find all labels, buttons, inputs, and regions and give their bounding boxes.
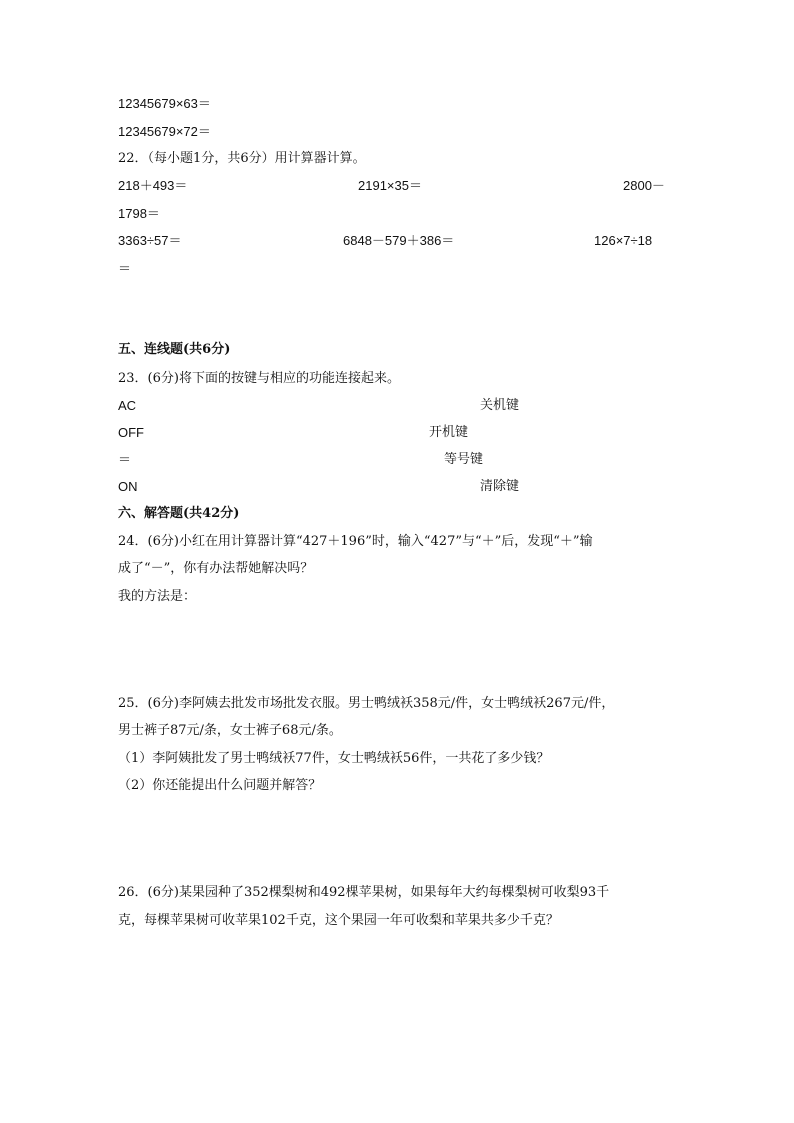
q25-sub-1: （1）李阿姨批发了男士鸭绒袄77件，女士鸭绒袄56件，一共花了多少钱？ [118,751,550,766]
key-on: ON [118,479,138,494]
key-ac: AC [118,398,137,413]
q22-expr-4: 3363÷57＝ [118,233,182,248]
q22-expr-6-wrap: ＝ [118,261,132,276]
function-equals: 等号键 [444,452,484,467]
q23-header: 23．(6分)将下面的按键与相应的功能连接起来。 [118,371,400,386]
q24-line-2: 成了“－”，你有办法帮她解决吗？ [118,561,314,576]
function-power-off: 关机键 [480,398,520,413]
q22-header: 22．（每小题1分，共6分）用计算器计算。 [118,151,366,166]
key-equals: ＝ [118,452,132,467]
q25-sub-2: （2）你还能提出什么问题并解答？ [118,778,322,793]
q25-line-1: 25．(6分)李阿姨去批发市场批发衣服。男士鸭绒袄358元/件，女士鸭绒袄267元/件， [118,696,615,711]
q26-line-2: 克，每棵苹果树可收苹果102千克，这个果园一年可收梨和苹果共多少千克？ [118,913,559,928]
q25-line-2: 男士裤子87元/条，女士裤子68元/条。 [118,723,342,738]
q22-expr-5: 6848－579＋386＝ [343,233,455,248]
q26-line-1: 26．(6分)某果园种了352棵梨树和492棵苹果树，如果每年大约每棵梨树可收梨93千 [118,885,610,900]
q22-expr-2: 2191×35＝ [358,178,422,193]
key-off: OFF [118,425,144,440]
q24-answer-prompt: 我的方法是： [118,589,197,604]
q24-line-1: 24．(6分)小红在用计算器计算“427＋196”时，输入“427”与“＋”后，发现“＋”输 [118,534,593,549]
q22-expr-3: 2800－ [623,178,665,193]
section6-title: 六、解答题(共42分) [118,506,240,521]
q21-expr-72: 12345679×72＝ [118,124,211,139]
q22-expr-6: 126×7÷18 [594,233,653,248]
q22-expr-3-wrap: 1798＝ [118,206,160,221]
function-clear: 清除键 [480,479,520,494]
section5-title: 五、连线题(共6分) [118,342,231,357]
function-power-on: 开机键 [429,425,469,440]
q22-expr-1: 218＋493＝ [118,178,188,193]
q21-expr-63: 12345679×63＝ [118,96,211,111]
